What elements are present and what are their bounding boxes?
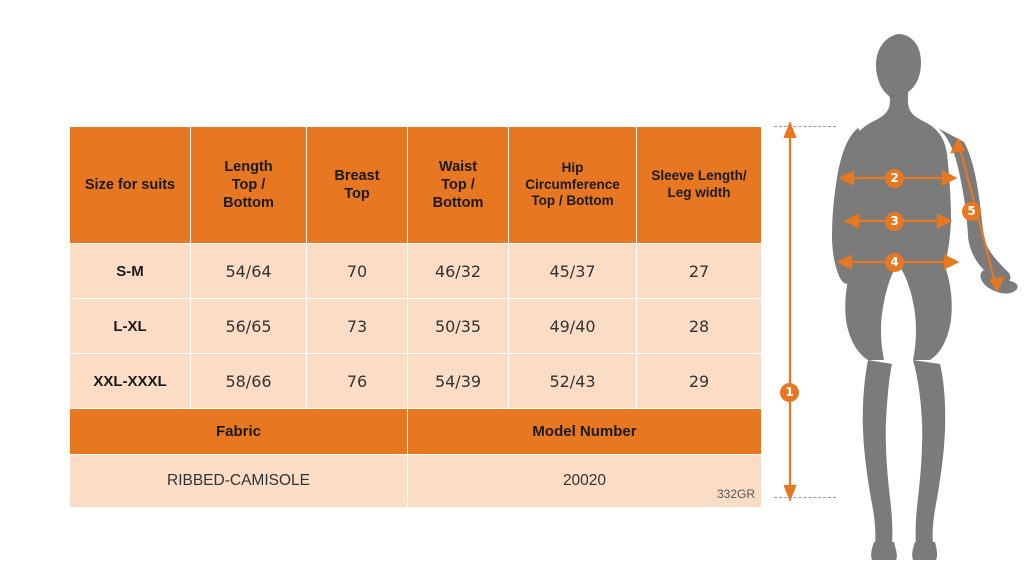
cell-sleeve: 28 <box>637 299 762 354</box>
cell-breast: 73 <box>307 299 408 354</box>
cell-length: 58/66 <box>191 354 307 409</box>
guide-line-bottom <box>774 497 836 498</box>
measure-badge-1: 1 <box>780 383 799 402</box>
table-footer-value-row <box>70 455 762 508</box>
cell-hip: 45/37 <box>509 244 637 299</box>
header-sleeve-length <box>637 127 762 244</box>
header-line: Bottom <box>432 195 484 212</box>
cell-breast: 70 <box>307 244 408 299</box>
row-size-label: XXL-XXXL <box>70 354 191 409</box>
guide-line-top <box>774 126 836 127</box>
table-row <box>70 299 762 354</box>
measure-badge-5: 5 <box>962 202 981 221</box>
header-size-for-suits <box>70 127 191 244</box>
header-line: Top / Bottom <box>531 193 614 209</box>
cell-waist: 54/39 <box>408 354 509 409</box>
header-waist <box>408 127 509 244</box>
cell-breast: 76 <box>307 354 408 409</box>
header-hip-circumference <box>509 127 637 244</box>
table-footer-header-row <box>70 409 762 455</box>
header-line: Top / <box>441 176 475 193</box>
header-line: Bottom <box>223 195 274 212</box>
header-line: Size for suits <box>84 176 176 193</box>
table-row <box>70 354 762 409</box>
header-line: Top <box>344 186 370 202</box>
measure-badge-2: 2 <box>885 169 904 188</box>
header-line: Circumference <box>525 176 620 192</box>
header-line: Leg width <box>667 185 731 200</box>
table-row <box>70 244 762 299</box>
row-size-label: S-M <box>70 244 191 299</box>
cell-length: 54/64 <box>191 244 307 299</box>
cell-sleeve: 27 <box>637 244 762 299</box>
footer-header-model-number: Model Number <box>408 409 762 455</box>
header-line: Top / <box>231 176 266 193</box>
header-breast <box>307 127 408 244</box>
header-line: Breast <box>334 167 380 184</box>
cell-waist: 46/32 <box>408 244 509 299</box>
cell-waist: 50/35 <box>408 299 509 354</box>
measure-badge-4: 4 <box>885 253 904 272</box>
cell-sleeve: 29 <box>637 354 762 409</box>
size-chart-table <box>69 126 762 508</box>
header-length <box>191 127 307 244</box>
table-header-row <box>70 127 762 244</box>
cell-hip: 52/43 <box>509 354 637 409</box>
header-line: Length <box>224 158 273 175</box>
header-line: Hip <box>561 159 584 175</box>
header-line: Waist <box>438 158 478 175</box>
row-size-label: L-XL <box>70 299 191 354</box>
reference-code: 332GR <box>717 487 756 501</box>
header-line: Sleeve Length/ <box>651 168 747 184</box>
measurement-figure <box>780 20 1024 565</box>
measure-badge-3: 3 <box>885 212 904 231</box>
cell-hip: 49/40 <box>509 299 637 354</box>
footer-value-model-number: 20020 <box>408 455 762 508</box>
footer-value-fabric: RIBBED-CAMISOLE <box>70 455 408 508</box>
female-body-silhouette-icon <box>780 20 1024 565</box>
cell-length: 56/65 <box>191 299 307 354</box>
footer-header-fabric: Fabric <box>70 409 408 455</box>
